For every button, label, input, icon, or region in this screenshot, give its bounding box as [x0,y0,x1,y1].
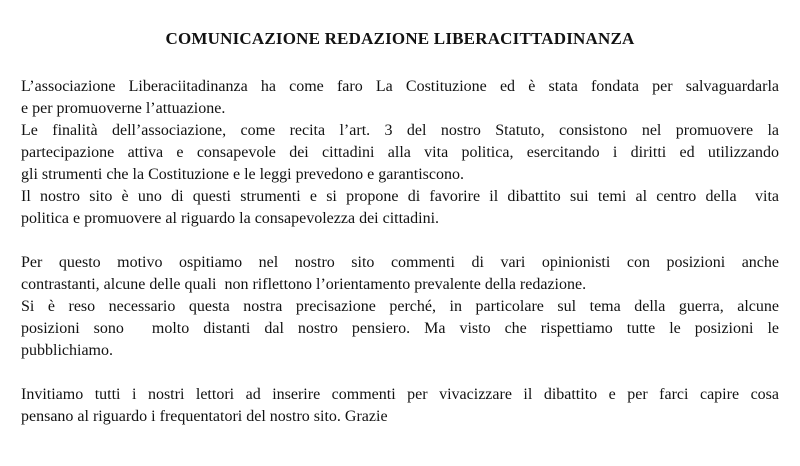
text-line: e per promuoverne l’attuazione. [21,100,226,117]
document-title: COMUNICAZIONE REDAZIONE LIBERACITTADINANZA [165,29,635,48]
text-line: pubblichiamo. [21,342,113,359]
text-line: Il nostro sito è uno di questi strumenti e si propone di favorire il dibattito sui temi al centro della vita [21,188,779,205]
paragraph-block [21,384,779,428]
document-body [21,76,779,428]
text-line: partecipazione attiva e consapevole dei cittadini alla vita politica, esercitando i diritti ed utilizzando [21,144,779,161]
text-line: Per questo motivo ospitiamo nel nostro sito commenti di vari opinionisti con posizioni anche [21,254,779,271]
text-line: posizioni sono molto distanti dal nostro pensiero. Ma visto che rispettiamo tutte le posizioni le [21,320,779,337]
text-line: L’associazione Liberaciitadinanza ha come faro La Costituzione ed è stata fondata per salvaguardarla [21,78,779,95]
paragraph-block [21,252,779,362]
text-line: contrastanti, alcune delle quali non riflettono l’orientamento prevalente della redazione. [21,276,587,293]
paragraph-block [21,76,779,230]
text-line: Le finalità dell’associazione, come recita l’art. 3 del nostro Statuto, consistono nel promuovere la [21,122,779,139]
text-line: Invitiamo tutti i nostri lettori ad inserire commenti per vivacizzare il dibattito e per farci capire cosa [21,386,779,403]
text-line: Si è reso necessario questa nostra precisazione perché, in particolare sul tema della guerra, alcune [21,298,779,315]
text-line: politica e promuovere al riguardo la consapevolezza dei cittadini. [21,210,440,227]
text-line: pensano al riguardo i frequentatori del nostro sito. Grazie [21,408,388,425]
text-line: gli strumenti che la Costituzione e le leggi prevedono e garantiscono. [21,166,464,183]
